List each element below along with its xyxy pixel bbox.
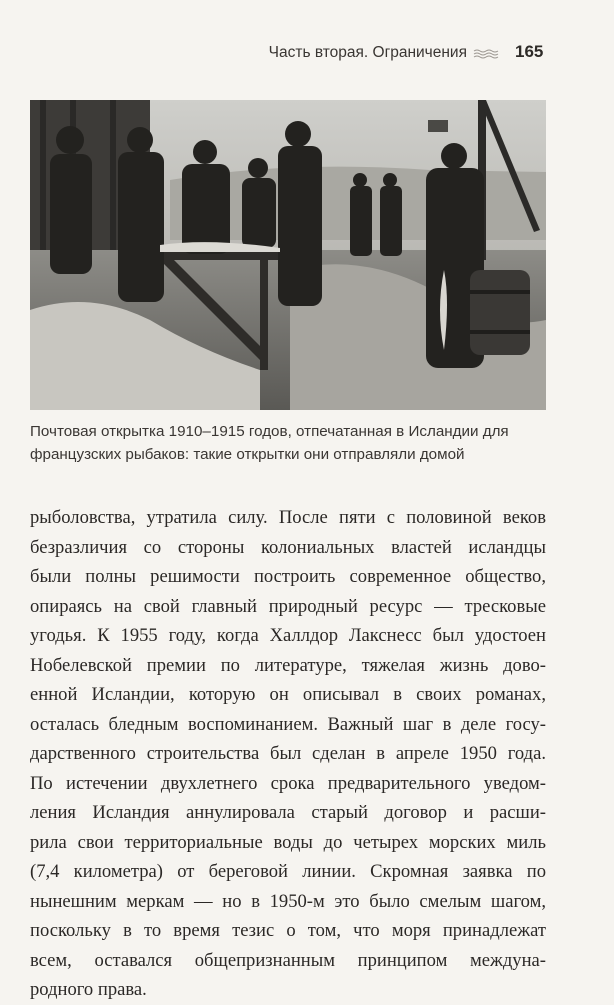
text-line: Нобелевской премии по литературе, тяжелая жизнь дово-: [30, 654, 546, 676]
text-line: рила свои территориальные воды до четырех морских миль: [30, 831, 546, 853]
historic-photograph: [30, 100, 546, 410]
text-line: угодья. К 1955 году, когда Халлдор Лакснесс был удостоен: [30, 625, 546, 646]
caption-line: Почтовая открытка 1910–1915 годов, отпечатанная в Исландии для: [30, 423, 509, 440]
text-line: рыболовства, утратила силу. После пяти с половиной веков: [30, 507, 546, 528]
text-line: нынешним меркам — но в 1950-м это было смелым шагом,: [30, 890, 546, 912]
wave-ornament-icon: [473, 48, 499, 60]
photo-caption: [30, 420, 560, 466]
page-number: 165: [515, 42, 544, 61]
text-line: дарственного строительства был сделан в апреле 1950 года.: [30, 743, 546, 764]
text-line: осталась бледным воспоминанием. Важный шаг в деле госу-: [30, 713, 546, 735]
text-line: поскольку в то время тезис о том, что моря принадлежат: [30, 920, 546, 941]
text-line: всем, оставался общепризнанным принципом междуна-: [30, 949, 546, 971]
fishermen-photo-illustration: [30, 100, 546, 410]
running-head: Часть вторая. Ограничения: [268, 44, 467, 61]
text-line: По истечении двухлетнего срока предварительного уведом-: [30, 772, 546, 794]
caption-line: французских рыбаков: такие открытки они отправляли домой: [30, 446, 465, 463]
text-line: ления Исландия аннулировала старый договор и расши-: [30, 802, 546, 823]
text-line: опираясь на свой главный природный ресурс — тресковые: [30, 595, 546, 617]
text-line: енной Исландии, которую он описывал в своих романах,: [30, 684, 546, 705]
body-paragraph: [30, 503, 546, 1005]
text-line: были полны решимости построить современное общество,: [30, 566, 546, 587]
text-line: родного права.: [30, 979, 147, 1000]
page-header: [0, 42, 614, 72]
text-line: безразличия со стороны колониальных властей исландцы: [30, 536, 546, 558]
text-line: (7,4 километра) от береговой линии. Скромная заявка по: [30, 861, 546, 882]
